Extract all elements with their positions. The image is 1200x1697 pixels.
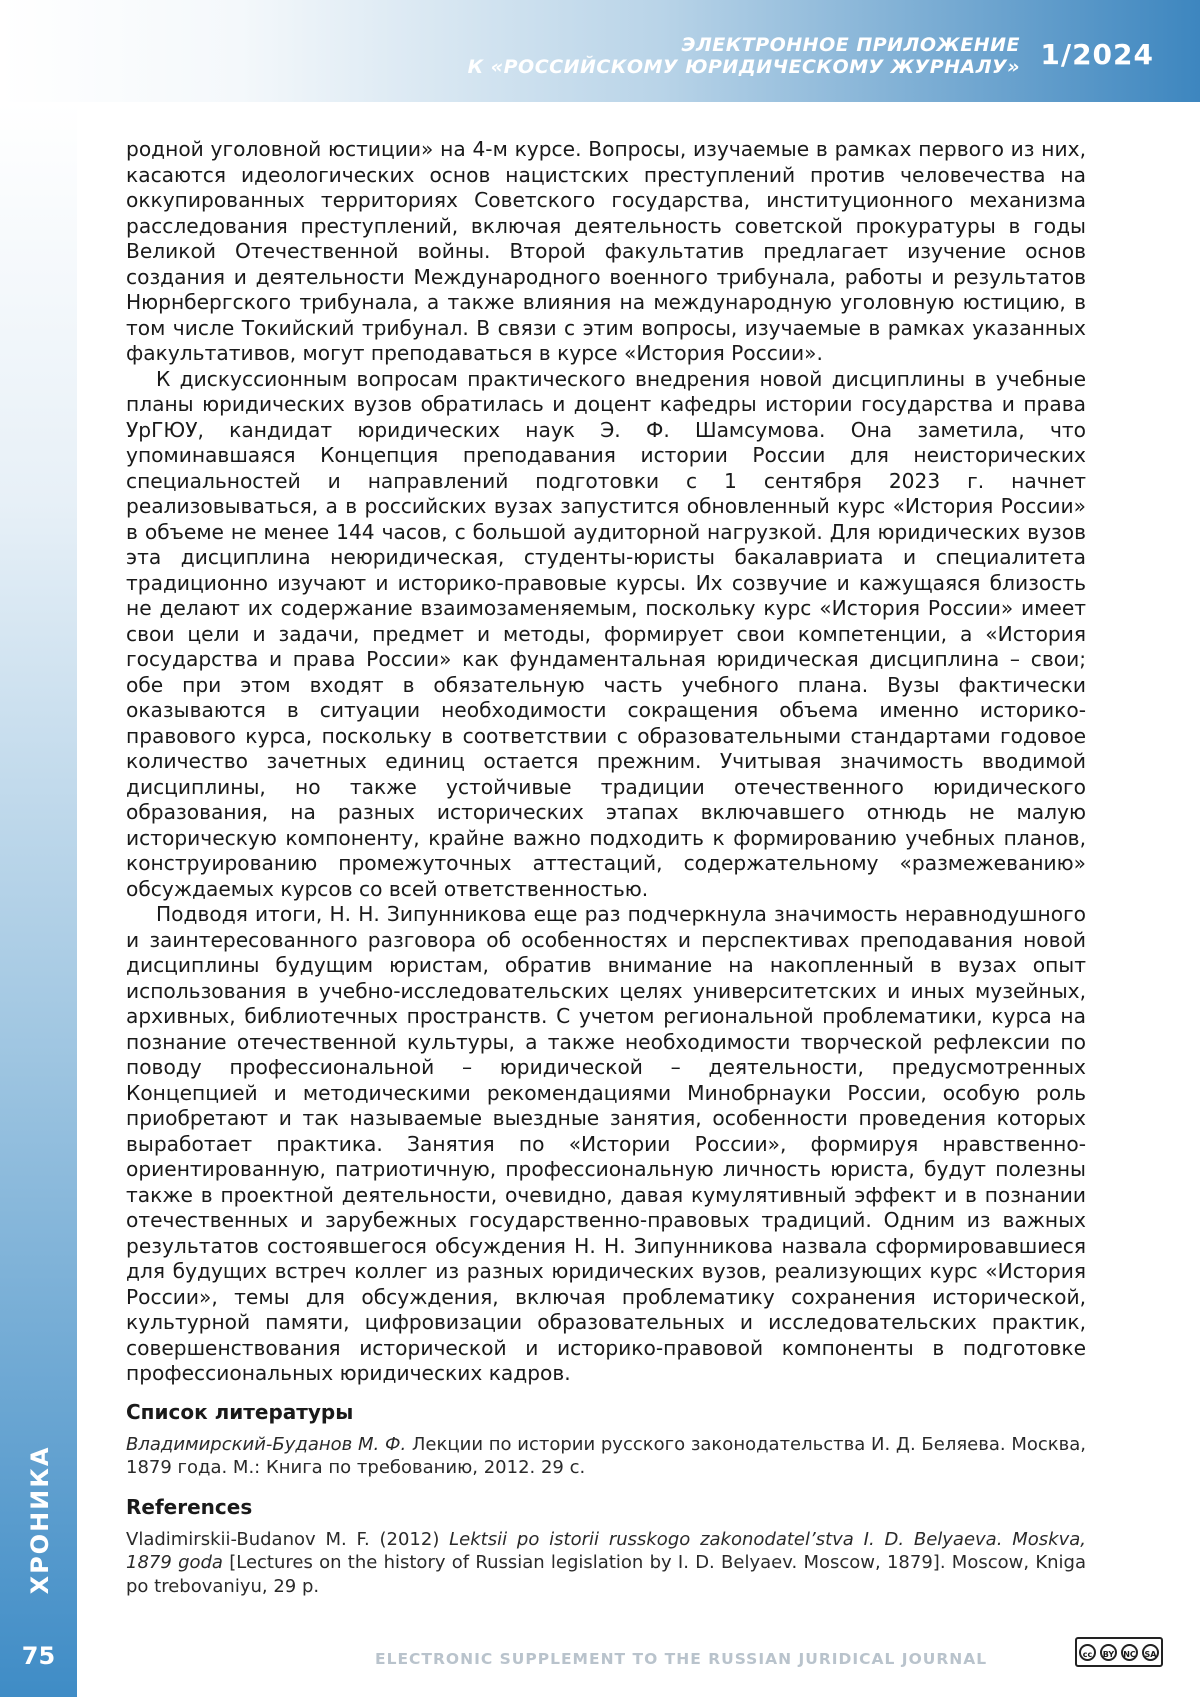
references-entry-title: Lektsii po istorii russkogo zakonodatel’stva I. D. Belyaeva. Moskva, 1879 goda	[126, 1529, 1086, 1574]
article-body	[126, 137, 1086, 1612]
by-icon: BY	[1100, 1644, 1117, 1661]
section-label: ХРОНИКА	[26, 1446, 54, 1595]
journal-title	[468, 34, 1020, 78]
literature-entry-text: Лекции по истории русского законодательства И. Д. Беляева. Москва, 1879 года. М.: Книга по требованию, 2012. 29 с.	[126, 1434, 1086, 1479]
cc-license-badge[interactable]	[1075, 1637, 1163, 1667]
nc-icon: NC	[1121, 1644, 1138, 1661]
references-entry	[126, 1528, 1086, 1599]
cc-icon: cc	[1079, 1644, 1096, 1661]
footer-journal-name: ELECTRONIC SUPPLEMENT TO THE RUSSIAN JURIDICAL JOURNAL	[375, 1650, 987, 1668]
journal-title-line1: ЭЛЕКТРОННОЕ ПРИЛОЖЕНИЕ	[468, 34, 1020, 56]
body-paragraph: Подводя итоги, Н. Н. Зипунникова еще раз подчеркнула значимость неравнодушного и заинтересованного разговора об особенностях и перспективах преподавания новой дисциплины будущим юристам, обратив внимание на накопленный в вузах опыт использования в учебно-исследовательских целях университетских и иных музейных, архивных, библиотечных пространств. С учетом региональной проблематики, курса на познание отечественной культуры, а также необходимости творческой рефлексии по поводу профессиональной – юридической – деятельности, предусмотренных Концепцией и методическими рекомендациями Минобрнауки России, особую роль приобретают и так называемые выездные занятия, особенности проведения которых выработает практика. Занятия по «Истории России», формируя нравственно-ориентированную, патриотичную, профессиональную личность юриста, будут полезны также в проектной деятельности, очевидно, давая кумулятивный эффект и в познании отечественных и зарубежных государственно-правовых традиций. Одним из важных результатов состоявшегося обсуждения Н. Н. Зипунникова назвала сформировавшиеся для будущих встреч коллег из разных юридических вузов, реализующих курс «История России», темы для обсуждения, включая проблематику сохранения исторической, культурной памяти, цифровизации образовательных и исследовательских практик, совершенствования исторической и историко-правовой компоненты в подготовке профессиональных юридических кадров.	[126, 902, 1086, 1387]
references-entry-author: Vladimirskii-Budanov M. F. (2012)	[126, 1529, 449, 1550]
page-number: 75	[0, 1642, 77, 1670]
references-entry-text: [Lectures on the history of Russian legislation by I. D. Belyaev. Moscow, 1879]. Moscow, Kniga po trebovaniyu, 29 p.	[126, 1552, 1086, 1597]
references-heading: References	[126, 1494, 1086, 1520]
journal-title-line2: К «РОССИЙСКОМУ ЮРИДИЧЕСКОМУ ЖУРНАЛУ»	[468, 56, 1020, 78]
sa-icon: SA	[1142, 1644, 1159, 1661]
literature-entry-author: Владимирский-Буданов М. Ф.	[126, 1434, 406, 1455]
body-paragraph: К дискуссионным вопросам практического внедрения новой дисциплины в учебные планы юридических вузов обратилась и доцент кафедры истории государства и права УрГЮУ, кандидат юридических наук Э. Ф. Шамсумова. Она заметила, что упоминавшаяся Концепция преподавания истории России для неисторических специальностей и направлений подготовки с 1 сентября 2023 г. начнет реализовываться, а в российских вузах запустится обновленный курс «История России» в объеме не менее 144 часов, с большой аудиторной нагрузкой. Для юридических вузов эта дисциплина неюридическая, студенты-юристы бакалавриата и специалитета традиционно изучают и историко-правовые курсы. Их созвучие и кажущаяся близость не делают их содержание взаимозаменяемым, поскольку курс «История России» имеет свои цели и задачи, предмет и методы, формирует свои компетенции, а «История государства и права России» как фундаментальная юридическая дисциплина – свои; обе при этом входят в обязательную часть учебного плана. Вузы фактически оказываются в ситуации необходимости сокращения объема именно историко-правового курса, поскольку в соответствии с образовательными стандартами годовое количество зачетных единиц остается прежним. Учитывая значимость вводимой дисциплины, но также устойчивые традиции отечественного юридического образования, на разных исторических этапах включавшего отнюдь не малую историческую компоненту, крайне важно подходить к формированию учебных планов, конструированию промежуточных аттестаций, содержательному «размежеванию» обсуждаемых курсов со всей ответственностью.	[126, 367, 1086, 903]
page-header	[0, 0, 1200, 102]
body-paragraph: родной уголовной юстиции» на 4-м курсе. Вопросы, изучаемые в рамках первого из них, касаются идеологических основ нацистских преступлений против человечества на оккупированных территориях Советского государства, институционного механизма расследования преступлений, включая деятельность советской прокуратуры в годы Великой Отечественной войны. Второй факультатив предлагает изучение основ создания и деятельности Международного военного трибунала, работы и результатов Нюрнбергского трибунала, а также влияния на международную уголовную юстицию, в том числе Токийский трибунал. В связи с этим вопросы, изучаемые в рамках указанных факультативов, могут преподаваться в курсе «История России».	[126, 137, 1086, 367]
literature-heading: Список литературы	[126, 1399, 1086, 1425]
issue-number: 1/2024	[1040, 38, 1154, 71]
literature-entry	[126, 1433, 1086, 1480]
